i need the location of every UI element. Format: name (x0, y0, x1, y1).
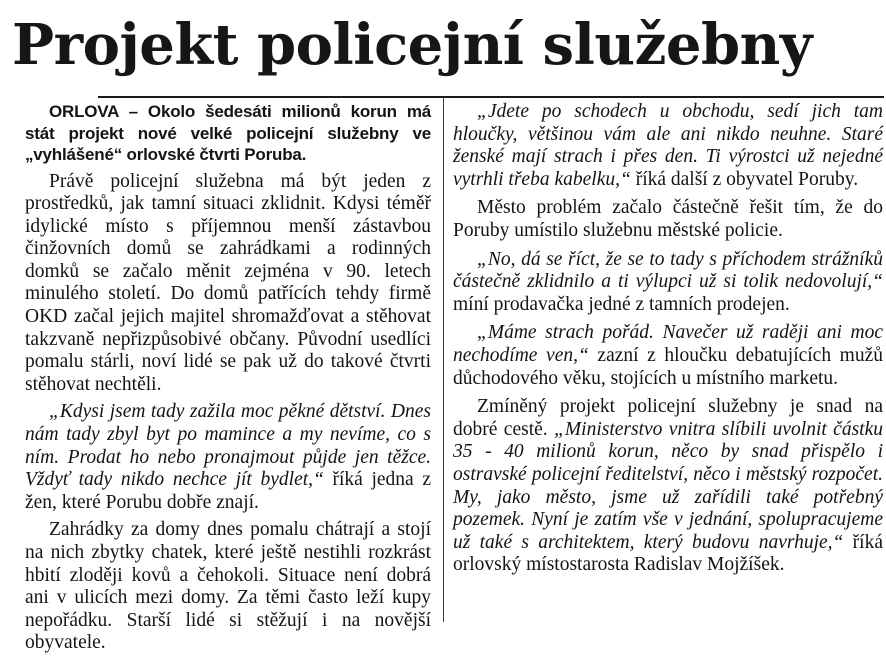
dateline: ORLOVA (49, 102, 119, 121)
quote: „No, dá se říct, že se to tady s příchodem strážníků částečně zklidnilo a ti výlupci už si tolik nedovolují,“ (453, 248, 883, 293)
lead-text: – Okolo šedesáti milionů korun má stát projekt nové velké policejní služebny ve „vyhlášené“ orlovské čtvrti Poruba. (25, 102, 431, 164)
quote-paragraph (453, 322, 883, 390)
quote: „Máme strach pořád. Navečer už raději ani moc nechodíme ven,“ (453, 322, 883, 366)
quote-paragraph (25, 401, 431, 514)
attribution: míní prodavačka jedné z tamních prodejen. (453, 293, 790, 315)
quote-paragraph (453, 101, 883, 191)
body-paragraph (453, 396, 883, 577)
right-column (453, 101, 883, 583)
paragraph-text: Zmíněný projekt policejní služebny je snad na dobré cestě. (453, 396, 883, 440)
left-column (25, 101, 431, 660)
body-paragraph: Město problém začalo částečně řešit tím, že do Poruby umístilo služebnu městské policie. (453, 197, 883, 241)
headline-rule (98, 96, 884, 98)
attribution: říká jedna z žen, které Porubu dobře znají. (25, 469, 431, 513)
body-paragraph: Právě policejní služebna má být jeden z prostředků, jak tamní situaci zklidnit. Kdysi téměř idylické místo s příjemnou menší zástavbou činžovních domů se zahrádkami a rodinných domků se začalo měnit zejména v 90. letech minulého století. Do domů patřících tehdy firmě OKD začal jejich majitel shromažďovat a stěhovat takzvaně nepřizpůsobivé občany. Původní usedlíci pomalu stárli, noví lidé se pak už do takové čtvrti stěhovat nechtěli. (25, 170, 431, 395)
headline: Projekt policejní služebny (12, 12, 812, 78)
column-divider (443, 98, 444, 622)
body-paragraph: Zahrádky za domy dnes pomalu chátrají a stojí na nich zbytky chatek, které ještě nestihli rozkrást hbití zloději kovů a čehokoli. Situace není dobrá ani v ulicích mezi domy. Za těmi často leží kupy nepořádku. Starší lidé si stěžují i na novější obyvatele. (25, 519, 431, 654)
lead-paragraph (25, 101, 431, 166)
quote: „Ministerstvo vnitra slíbili uvolnit částku 35 - 40 milionů korun, něco by snad přispělo i ostravské policejní ředitelství, něco i městský rozpočet. My, jako město, jsme už zařídili také potřebný pozemek. Nyní je zatím vše v jednání, spolupracujeme už také s architektem, který budovu navrhuje,“ (453, 418, 883, 553)
quote: „Kdysi jsem tady zažila moc pěkné dětství. Dnes nám tady zbyl byt po mamince a my nevíme, co s ním. Prodat ho nebo pronajmout půjde jen těžce. Vždyť tady nikdo nechce jít bydlet,“ (25, 401, 431, 491)
attribution: říká orlovský místostarosta Radislav Mojžíšek. (453, 531, 883, 576)
attribution: říká další z obyvatel Poruby. (630, 168, 859, 190)
quote-paragraph (453, 249, 883, 317)
attribution: zazní z hloučku debatujících mužů důchodového věku, stojících u místního marketu. (453, 344, 883, 389)
quote: „Jdete po schodech u obchodu, sedí jich tam hloučky, většinou vám ale ani nikdo neuhne. Staré ženské mají strach i přes den. Ti výrostci už nejedné vytrhli třeba kabelku,“ (453, 101, 883, 190)
